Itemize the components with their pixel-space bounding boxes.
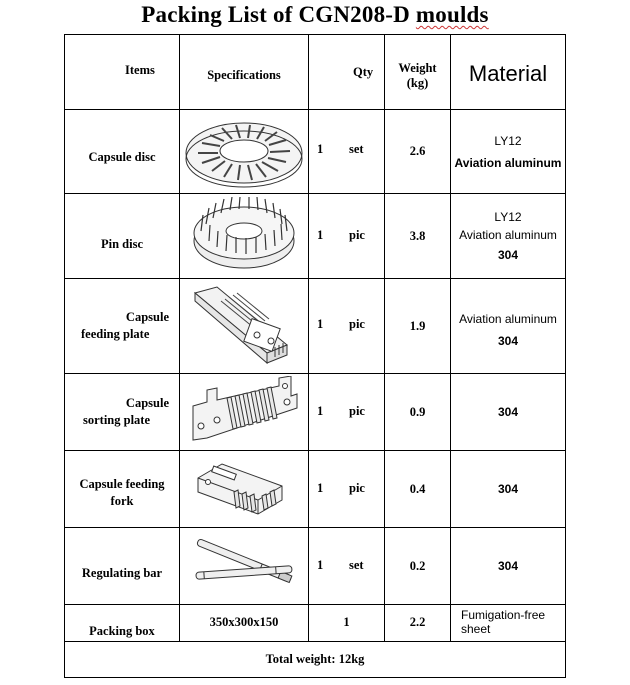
feeding-plate-image [187,283,302,369]
table-row [65,605,566,642]
header-items: Items [65,35,180,110]
weight-cell: 0.9 [385,374,451,451]
material-cell: Fumigation-free sheet [451,605,566,642]
total-row [65,642,566,678]
item-name: Capsule feeding fork [65,451,180,528]
table-row [65,110,566,194]
regulating-bar-image [192,531,297,601]
page-title: Packing List of CGN208-D moulds [141,2,489,27]
spec-image-cell [180,110,309,194]
weight-cell: 0.4 [385,451,451,528]
qty-cell: 1 pic [309,279,385,374]
item-name: Pin disc [65,194,180,279]
material-cell: 304 [451,451,566,528]
spec-image-cell [180,374,309,451]
spec-dimensions: 350x300x150 [180,605,309,642]
item-name: Packing box [65,605,180,642]
spec-image-cell [180,528,309,605]
weight-cell: 0.2 [385,528,451,605]
packing-list-table [64,34,566,678]
qty-cell: 1 pic [309,374,385,451]
qty-cell: 1 pic [309,194,385,279]
qty-cell: 1 pic [309,451,385,528]
table-row [65,451,566,528]
table-row [65,374,566,451]
qty-cell: 1 set [309,110,385,194]
weight-cell: 2.2 [385,605,451,642]
material-cell: LY12 Aviation aluminum [451,110,566,194]
weight-cell: 2.6 [385,110,451,194]
feeding-fork-image [194,456,294,522]
item-name: Regulating bar [65,528,180,605]
qty-cell: 1 set [309,528,385,605]
sorting-plate-image [187,376,302,448]
header-specifications: Specifications [180,35,309,110]
item-name: Capsule sorting plate [65,374,180,451]
material-cell: LY12 Aviation aluminum 304 [451,194,566,279]
qty-cell: 1 [309,605,385,642]
spec-image-cell [180,194,309,279]
header-qty: Qty [309,35,385,110]
header-material: Material [451,35,566,110]
weight-cell: 3.8 [385,194,451,279]
item-name: Capsule feeding plate [65,279,180,374]
material-cell: 304 [451,374,566,451]
capsule-disc-image [182,113,307,191]
pin-disc-image [189,197,299,275]
table-row [65,528,566,605]
total-weight: Total weight: 12kg [65,642,566,678]
header-row [65,35,566,110]
material-cell: Aviation aluminum 304 [451,279,566,374]
table-row [65,279,566,374]
table-row [65,194,566,279]
weight-cell: 1.9 [385,279,451,374]
spec-image-cell [180,451,309,528]
item-name: Capsule disc [65,110,180,194]
header-weight: Weight (kg) [385,35,451,110]
material-cell: 304 [451,528,566,605]
spec-image-cell [180,279,309,374]
